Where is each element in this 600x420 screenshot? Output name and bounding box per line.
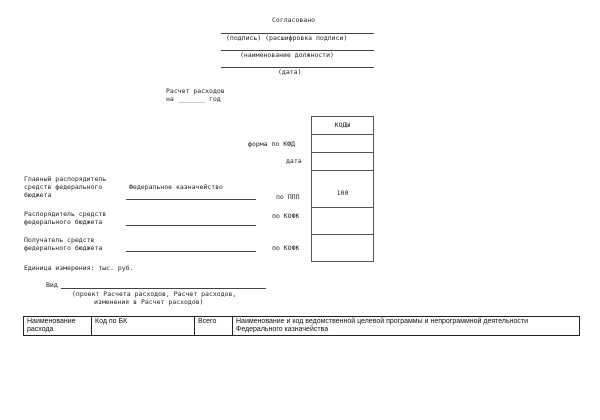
codes-header: КОДЫ [312, 117, 373, 135]
main-manager-label-3: бюджета [24, 191, 52, 199]
kind-caption-1: (проект Расчета расходов, Расчет расходов, [72, 290, 237, 298]
code-cell-date [312, 153, 373, 171]
recipient-label-2: федерального бюджета [24, 244, 103, 252]
column-header-name: Наименование расхода [24, 317, 92, 335]
doc-year: на _______ год [166, 95, 221, 103]
doc-title: Расчет расходов [166, 87, 225, 95]
label-kofk-1: по КОФК [272, 212, 300, 220]
code-cell-kfd [312, 135, 373, 153]
label-ppp: по ППП [276, 193, 300, 201]
manager-line [126, 225, 256, 226]
expense-table-header [23, 316, 580, 336]
signature-caption: (подпись) (расшифровка подписи) [226, 34, 348, 42]
codes-box [311, 116, 374, 262]
manager-label-2: федерального бюджета [24, 218, 103, 226]
watermark-text [0, 0, 97, 28]
kind-line [61, 288, 266, 289]
code-cell-kofk-2 [312, 235, 373, 261]
main-manager-label-1: Главный распорядитель [24, 175, 107, 183]
main-manager-label-2: средств федерального [24, 183, 103, 191]
label-date: дата [286, 157, 302, 165]
main-manager-value: Федеральное казначейство [129, 183, 223, 191]
kind-label: Вид [46, 281, 58, 289]
column-header-program: Наименование и код ведомственной целевой программы и непрограммной деятельности Федерального казначейства [236, 318, 529, 333]
kind-caption-2: изменения в Расчет расходов) [94, 298, 204, 306]
manager-label-1: Распорядитель средств [24, 210, 107, 218]
recipient-line [126, 251, 256, 252]
position-caption: (наименование должности) [240, 51, 334, 59]
label-kofk-2: по КОФК [272, 244, 300, 252]
unit-label: Единица измерения: тыс. руб. [24, 264, 134, 272]
approval-title: Согласовано [272, 16, 316, 24]
main-manager-line [126, 199, 256, 200]
recipient-label-1: Получатель средств [24, 236, 95, 244]
watermark-ribbon [0, 0, 97, 28]
code-cell-ppp: 100 [312, 171, 373, 208]
date-caption: (дата) [278, 68, 302, 76]
code-cell-kofk-1 [312, 208, 373, 235]
label-form-kfd: форма по КФД [248, 140, 295, 148]
column-header-bk-code: Код по БК [92, 317, 195, 335]
column-header-total: Всего [195, 317, 233, 335]
